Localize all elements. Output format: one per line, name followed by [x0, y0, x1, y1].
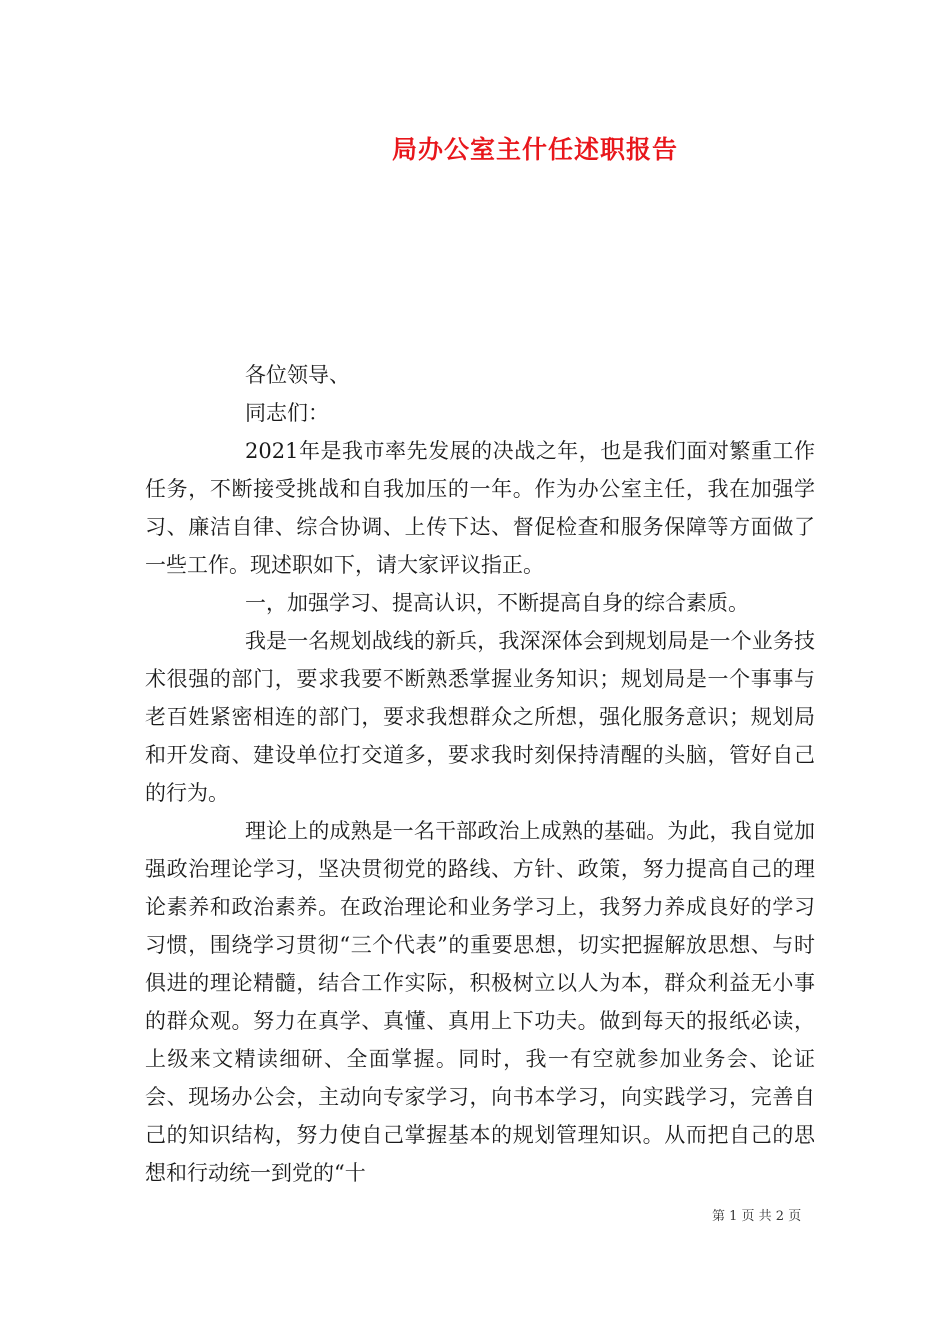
section-heading-1: 一，加强学习、提高认识，不断提高自身的综合素质。	[245, 591, 749, 615]
paragraph-planning: 我是一名规划战线的新兵，我深深体会到规划局是一个业务技术很强的部门，要求我要不断熟悉掌握业务知识；规划局是一个事事与老百姓紧密相连的部门，要求我想群众之所想，强化服务意识；规划局和开发商、建设单位打交道多，要求我时刻保持清醒的头脑，管好自己的行为。	[145, 629, 815, 805]
document-title: 局办公室主什任述职报告	[391, 135, 678, 164]
document-body	[145, 356, 815, 1192]
paragraph-intro: 2021年是我市率先发展的决战之年，也是我们面对繁重工作任务，不断接受挑战和自我加压的一年。作为办公室主任，我在加强学习、廉洁自律、综合协调、上传下达、督促检查和服务保障等方面做了一些工作。现述职如下，请大家评议指正。	[145, 439, 815, 577]
paragraph-theory: 理论上的成熟是一名干部政治上成熟的基础。为此，我自觉加强政治理论学习，坚决贯彻党的路线、方针、政策，努力提高自己的理论素养和政治素养。在政治理论和业务学习上，我努力养成良好的学习习惯，围绕学习贯彻“三个代表”的重要思想，切实把握解放思想、与时俱进的理论精髓，结合工作实际，积极树立以人为本，群众利益无小事的群众观。努力在真学、真懂、真用上下功夫。做到每天的报纸必读，上级来文精读细研、全面掌握。同时，我一有空就参加业务会、论证会、现场办公会，主动向专家学习，向书本学习，向实践学习，完善自己的知识结构，努力使自己掌握基本的规划管理知识。从而把自己的思想和行动统一到党的“十	[145, 819, 815, 1185]
salutation-line-1: 各位领导、	[245, 363, 350, 387]
salutation-line-2: 同志们：	[245, 401, 329, 425]
page-number-footer: 第 1 页 共 2 页	[712, 1209, 802, 1224]
